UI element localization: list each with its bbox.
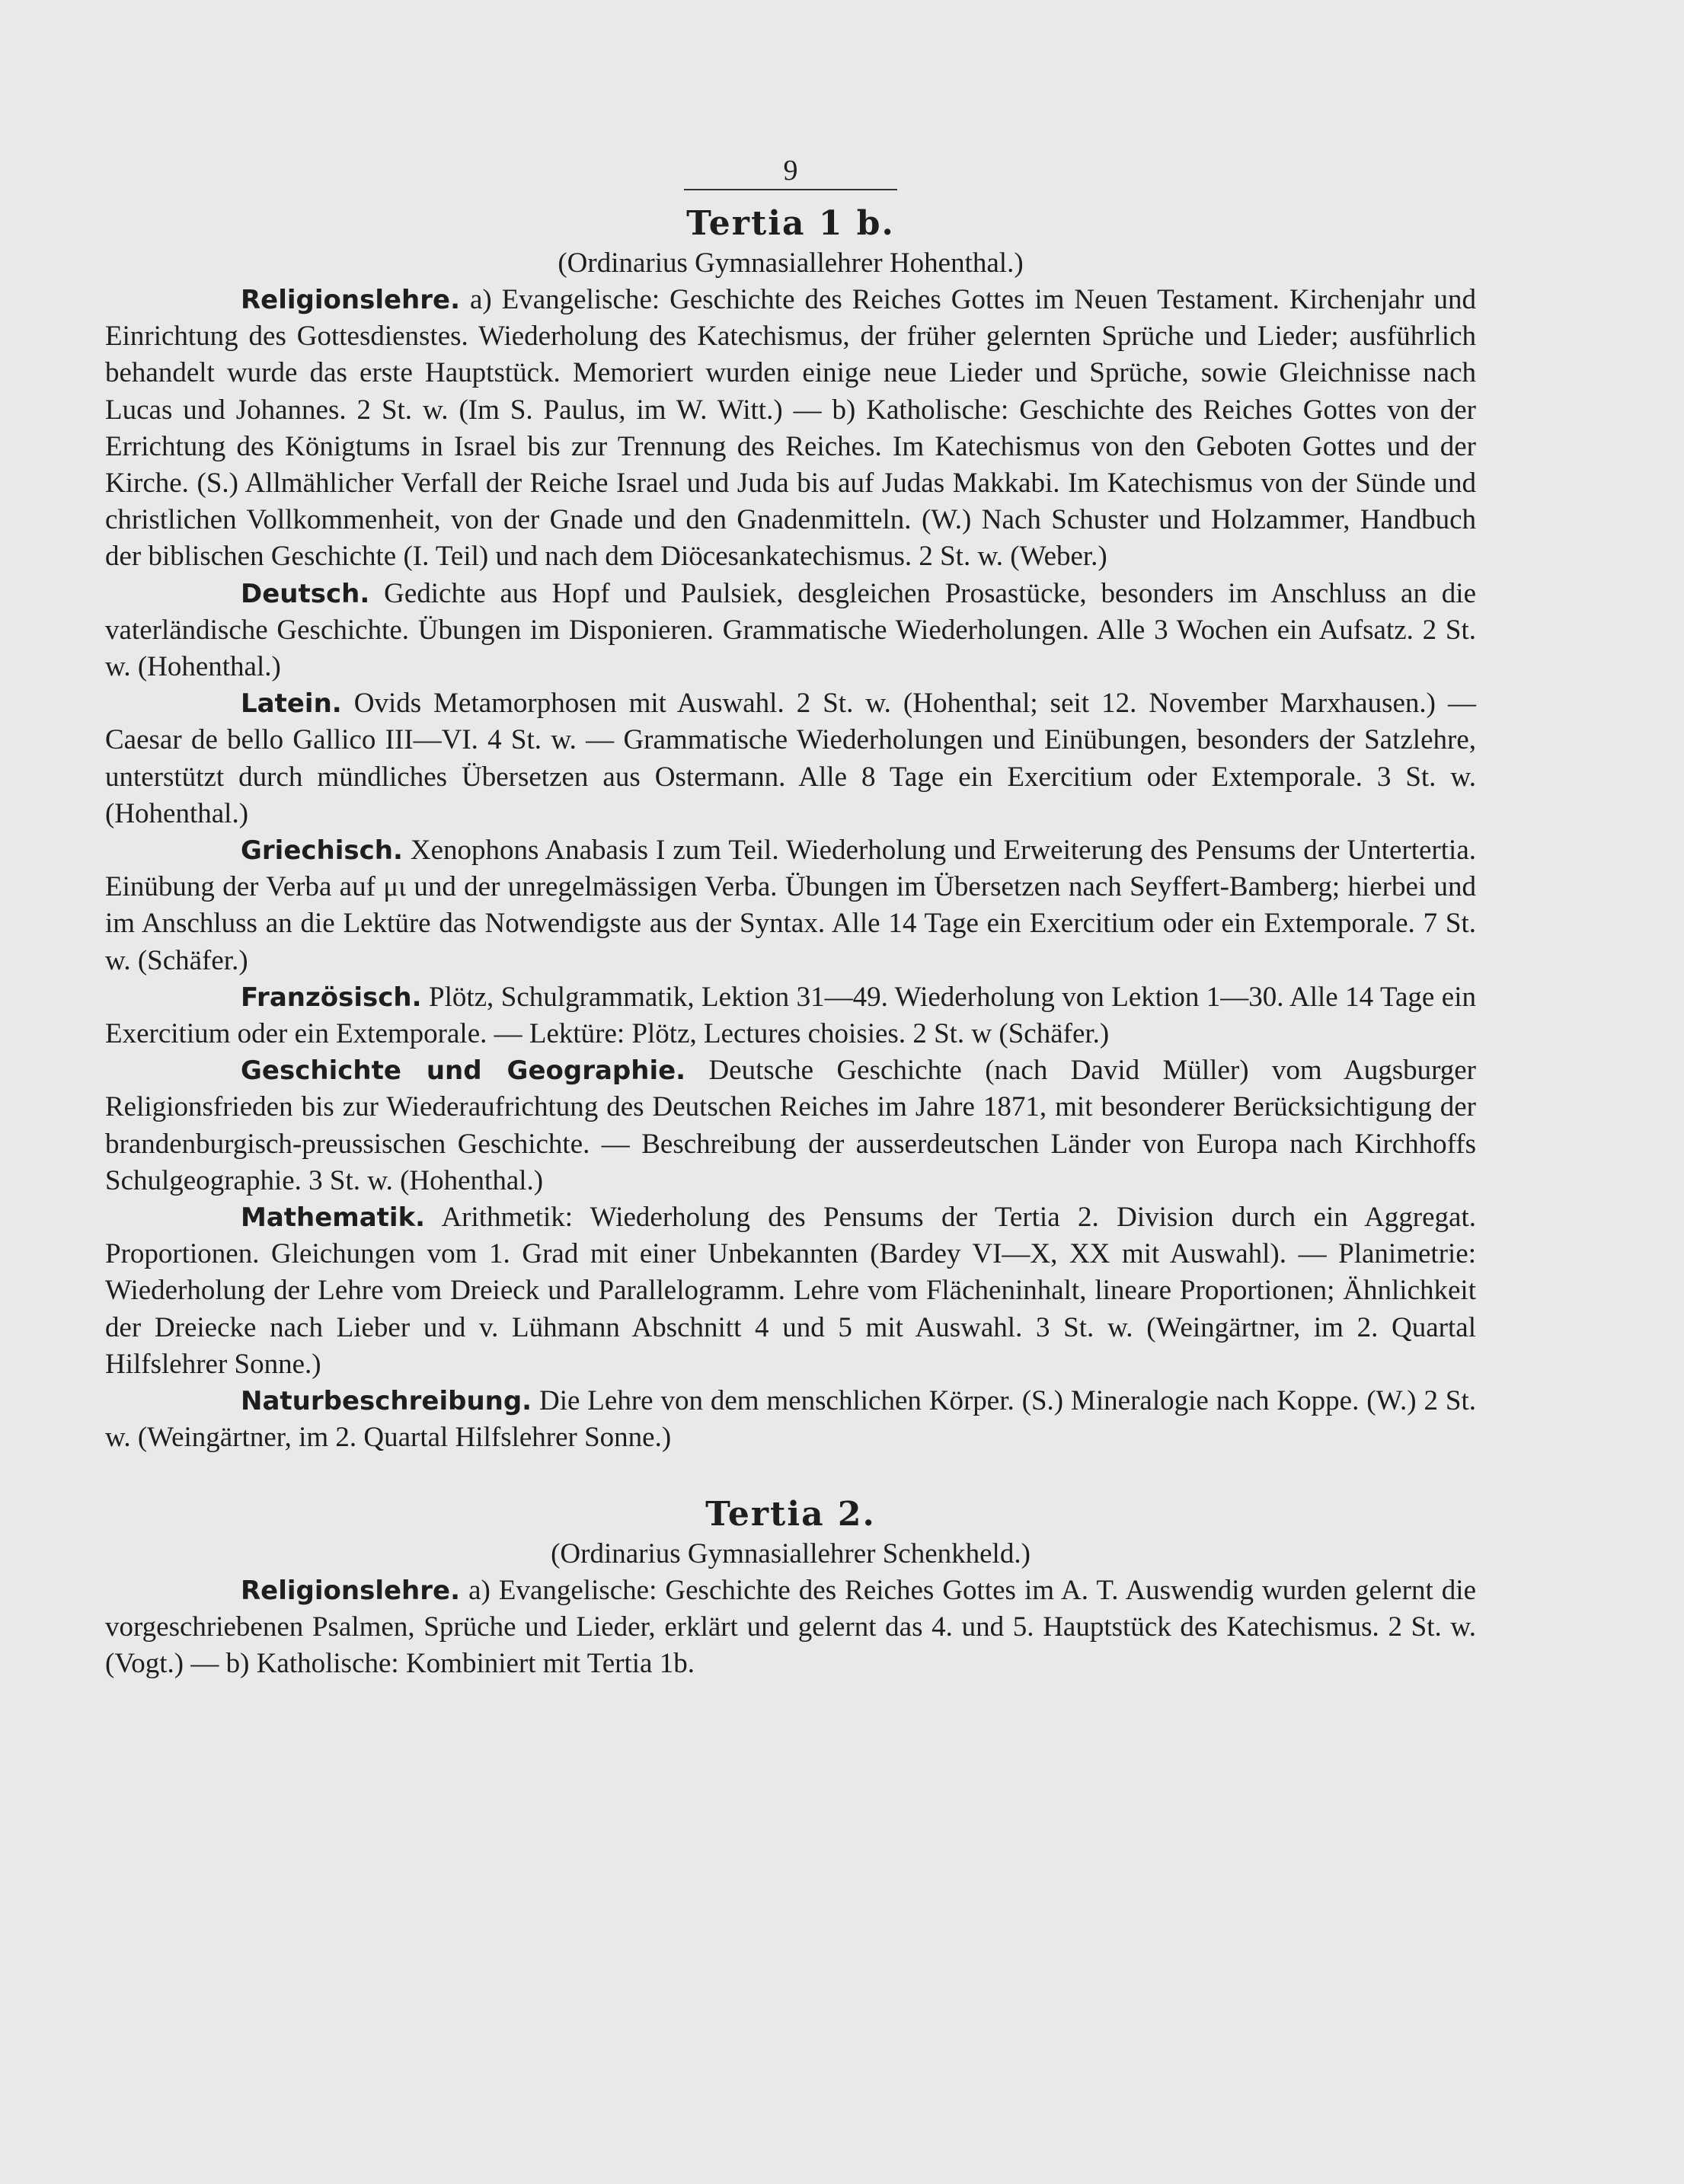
paragraph-geschichte <box>105 1052 1476 1199</box>
section-title: Tertia 1 b. <box>686 204 895 243</box>
paragraph-text: Ovids Metamorphosen mit Auswahl. 2 St. w. (Hohenthal; seit 12. November Marxhausen.) — Caesar de bello Gallico III—VI. 4 St. w. — Grammatische Wiederholungen und Einübungen, besonders der Satzlehre, unterstützt durch mündliches Übersetzen aus Ostermann. Alle 8 Tage ein Exercitium oder Extemporale. 3 St. w. (Hohenthal.) <box>105 688 1476 829</box>
subject-heading: Geschichte und Geographie. <box>241 1055 686 1087</box>
paragraph-religionslehre <box>105 1573 1476 1683</box>
paragraph-franzoesisch <box>105 979 1476 1052</box>
section-ordinarius: (Ordinarius Gymnasiallehrer Hohenthal.) <box>558 247 1024 279</box>
subject-heading: Religionslehre. <box>241 285 461 315</box>
paragraph-text: Plötz, Schulgrammatik, Lektion 31—49. Wiederholung von Lektion 1—30. Alle 14 Tage ein Exercitium oder ein Extemporale. — Lektüre: Plötz, Lectures choisies. 2 St. w (Schäfer.) <box>105 981 1476 1050</box>
page-number: 9 <box>684 152 897 190</box>
paragraph-text: Xenophons Anabasis I zum Teil. Wiederholung und Erweiterung des Pensums der Untertertia. Einübung der Verba auf μι und der unregelmässigen Verba. Übungen im Übersetzen nach Seyffert-Bamberg; hierbei und im Anschluss an die Lektüre das Notwendigste aus der Syntax. Alle 14 Tage ein Exercitium oder ein Extemporale. 7 St. w. (Schäfer.) <box>105 835 1476 976</box>
document-page <box>105 152 1476 1682</box>
paragraph-latein <box>105 685 1476 832</box>
subject-heading: Religionslehre. <box>241 1575 461 1606</box>
subject-heading: Latein. <box>241 688 342 720</box>
paragraph-deutsch <box>105 576 1476 686</box>
paragraph-religionslehre <box>105 282 1476 576</box>
paragraph-mathematik <box>105 1199 1476 1383</box>
paragraph-text: Gedichte aus Hopf und Paulsiek, desgleichen Prosastücke, besonders im Anschluss an die vaterländische Geschichte. Übungen im Disponieren. Grammatische Wiederholungen. Alle 3 Wochen ein Aufsatz. 2 St. w. (Hohenthal.) <box>105 577 1476 683</box>
subject-heading: Mathematik. <box>241 1202 426 1234</box>
paragraph-text: a) Evangelische: Geschichte des Reiches Gottes im Neuen Testament. Kirchenjahr und Einrichtung des Gottesdienstes. Wiederholung des Katechismus, der früher gelernten Sprüche und Lieder; ausführlich behandelt wurde das erste Hauptstück. Memoriert wurden einige neue Lieder und Sprüche, sowie Gleichnisse nach Lucas und Johannes. 2 St. w. (Im S. Paulus, im W. Witt.) — b) Katholische: Geschichte des Reiches Gottes von der Errichtung des Königtums in Israel bis zur Trennung des Reiches. Im Katechismus von den Geboten Gottes und der Kirche. (S.) Allmählicher Verfall der Reiche Israel und Juda bis auf Judas Makkabi. Im Katechismus von der Sünde und christlichen Vollkommenheit, von der Gnade und den Gnadenmitteln. (W.) Nach Schuster und Holzammer, Handbuch der biblischen Geschichte (I. Teil) und nach dem Diöcesankatechismus. 2 St. w. (Weber.) <box>105 284 1477 573</box>
section-ordinarius: (Ordinarius Gymnasiallehrer Schenkheld.) <box>551 1537 1031 1569</box>
paragraph-text: Arithmetik: Wiederholung des Pensums der Tertia 2. Division durch ein Aggregat. Proportionen. Gleichungen vom 1. Grad mit einer Unbekannten (Bardey VI—X, XX mit Auswahl). — Planimetrie: Wiederholung der Lehre vom Dreieck und Parallelogramm. Lehre vom Flächeninhalt, lineare Proportionen; Ähnlichkeit der Dreiecke nach Lieber und v. Lühmann Abschnitt 4 und 5 mit Auswahl. 3 St. w. (Weingärtner, im 2. Quartal Hilfslehrer Sonne.) <box>105 1202 1476 1380</box>
paragraph-text: Deutsche Geschichte (nach David Müller) vom Augsburger Religionsfrieden bis zur Wiederaufrichtung des Deutschen Reiches im Jahre 1871, mit besonderer Berücksichtigung der brandenburgisch-preussischen Geschichte. — Beschreibung der ausserdeutschen Länder von Europa nach Kirchhoffs Schulgeographie. 3 St. w. (Hohenthal.) <box>105 1055 1476 1196</box>
subject-heading: Griechisch. <box>241 835 403 867</box>
subject-heading: Deutsch. <box>241 578 370 609</box>
paragraph-text: a) Evangelische: Geschichte des Reiches Gottes im A. T. Auswendig wurden gelernt die vorgeschriebenen Psalmen, Sprüche und Lieder, erklärt und gelernt das 4. und 5. Hauptstück des Katechismus. 2 St. w. (Vogt.) — b) Katholische: Kombiniert mit Tertia 1b. <box>105 1574 1476 1679</box>
subject-heading: Naturbeschreibung. <box>241 1386 532 1417</box>
paragraph-griechisch <box>105 832 1476 979</box>
subject-heading: Französisch. <box>241 982 422 1013</box>
paragraph-text: Die Lehre von dem menschlichen Körper. (S.) Mineralogie nach Koppe. (W.) 2 St. w. (Weingärtner, im 2. Quartal Hilfslehrer Sonne.) <box>105 1385 1477 1454</box>
paragraph-naturbeschreibung <box>105 1383 1476 1456</box>
section-title: Tertia 2. <box>705 1494 876 1534</box>
